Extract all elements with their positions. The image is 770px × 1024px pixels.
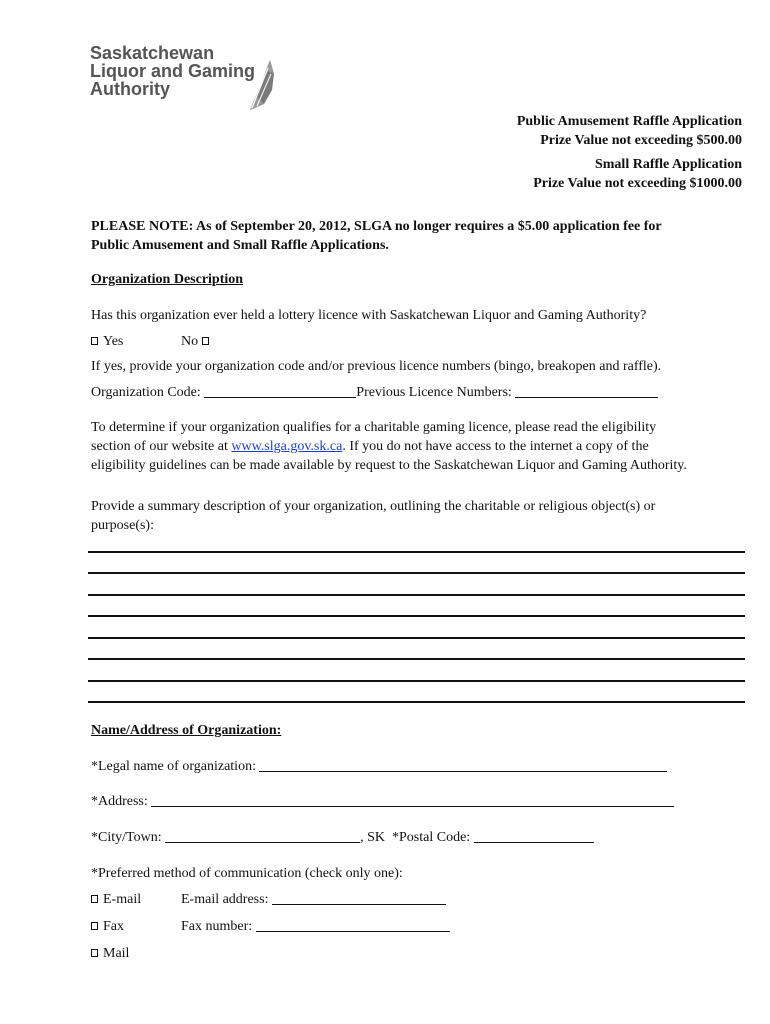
mail-option[interactable] [91,944,129,963]
yes-checkbox[interactable] [91,337,98,345]
eligibility-line-2 [91,437,751,456]
name-address-heading: Name/Address of Organization: [91,723,282,738]
eligibility-line-1: To determine if your organization qualifies for a charitable gaming licence, please read the eligibility [91,420,657,435]
previous-licence-label: Previous Licence Numbers: [356,385,516,400]
organization-code-row [91,383,658,402]
summary-line-field[interactable] [88,594,745,596]
eligibility-line-2-end: . If you do not have access to the internet a copy of the [342,439,649,454]
note-line-2: Public Amusement and Small Raffle Applications. [91,238,389,253]
note-line-1: PLEASE NOTE: As of September 20, 2012, SLGA no longer requires a $5.00 application fee for [91,219,662,234]
mail-option-label: Mail [103,946,130,961]
fax-option-label: Fax [103,919,124,934]
logo-line-2: Liquor and Gaming [90,61,255,81]
summary-line-field[interactable] [88,551,745,553]
eligibility-line-3: eligibility guidelines can be made available by request to the Saskatchewan Liquor and Gaming Authority. [91,458,687,473]
summary-line-field[interactable] [88,637,745,639]
summary-line-1: Provide a summary description of your organization, outlining the charitable or religious object(s) or [91,499,656,514]
address-label: *Address: [91,794,152,809]
email-address-field[interactable] [272,890,446,905]
public-raffle-prize: Prize Value not exceeding $500.00 [540,133,742,148]
fax-option[interactable] [91,917,124,936]
no-option[interactable] [181,332,214,351]
email-option[interactable] [91,890,141,909]
org-description-heading: Organization Description [91,272,244,287]
postal-code-field[interactable] [474,828,594,843]
address-field[interactable] [151,792,674,807]
slga-logo [90,44,255,98]
logo-line-3: Authority [90,79,170,99]
fax-number-field[interactable] [256,917,450,932]
yes-label: Yes [103,334,124,349]
fax-number-label: Fax number: [181,919,256,934]
if-yes-instruction: If yes, provide your organization code and/or previous licence numbers (bingo, breakopen and raffle). [91,359,662,374]
summary-line-2: purpose(s): [91,518,154,533]
summary-line-field[interactable] [88,701,745,703]
legal-name-field[interactable] [259,757,667,772]
legal-name-label: *Legal name of organization: [91,759,260,774]
email-option-label: E-mail [103,892,142,907]
fax-number-row [181,917,450,936]
email-address-row [181,890,446,909]
organization-code-label: Organization Code: [91,385,205,400]
summary-instruction [91,497,751,535]
lottery-licence-question: Has this organization ever held a lottery licence with Saskatchewan Liquor and Gaming Authority? [91,308,647,323]
slga-website-link[interactable]: www.slga.gov.sk.ca [231,439,343,454]
province-text: , SK [360,830,385,845]
address-row [91,792,674,811]
logo-line-1: Saskatchewan [90,43,215,63]
no-label: No [181,334,199,349]
email-address-label: E-mail address: [181,892,272,907]
eligibility-line-2-start: section of our website at [91,439,232,454]
summary-line-field[interactable] [88,658,745,660]
summary-line-field[interactable] [88,572,745,574]
previous-licence-field[interactable] [515,383,658,398]
communication-method-label: *Preferred method of communication (check only one): [91,866,403,881]
summary-line-field[interactable] [88,615,745,617]
postal-code-label: *Postal Code: [392,830,474,845]
city-field[interactable] [165,828,360,843]
summary-line-field[interactable] [88,680,745,682]
city-row [91,828,594,847]
yes-option[interactable] [91,332,123,351]
email-checkbox[interactable] [91,895,98,903]
small-raffle-title: Small Raffle Application [594,157,742,172]
eligibility-paragraph [91,418,751,475]
city-label: *City/Town: [91,830,166,845]
mail-checkbox[interactable] [91,949,98,957]
public-raffle-title: Public Amusement Raffle Application [516,114,742,129]
small-raffle-prize: Prize Value not exceeding $1000.00 [533,176,742,191]
no-checkbox[interactable] [202,337,209,345]
slga-logo-mark-icon [246,60,276,112]
fax-checkbox[interactable] [91,922,98,930]
legal-name-row [91,757,667,776]
organization-code-field[interactable] [204,383,356,398]
